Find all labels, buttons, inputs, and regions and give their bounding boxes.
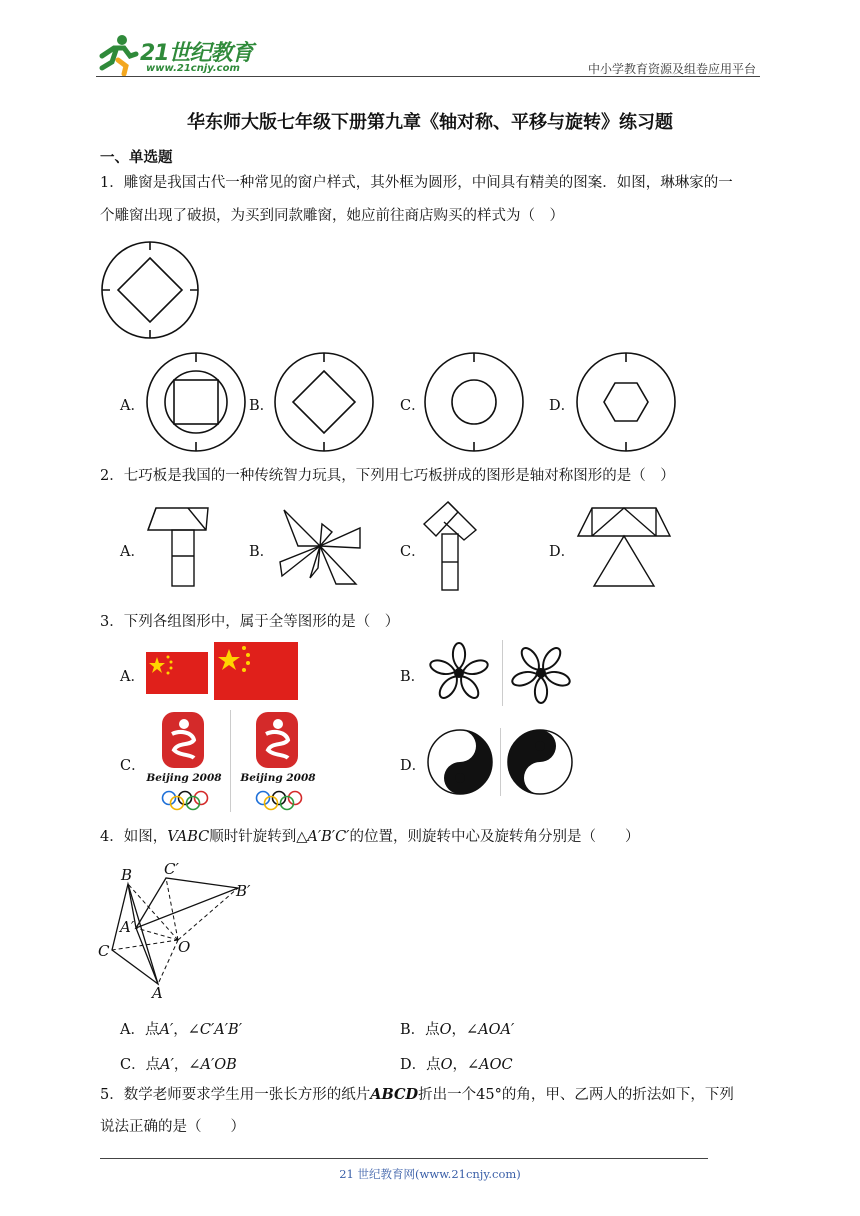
q3-option-b-divider	[502, 640, 503, 706]
q1-option-a-label[interactable]: A．	[120, 398, 145, 414]
q4-label-c: C	[98, 942, 110, 960]
q4-option-c[interactable]: C．点A′，∠A′OB	[120, 1057, 237, 1073]
beijing-2008-text: Beijing 2008	[146, 772, 222, 784]
header-right-text: 中小学教育资源及组卷应用平台	[587, 62, 756, 76]
footer-text[interactable]: 21 世纪教育网(www.21cnjy.com)	[339, 1167, 521, 1181]
q3-text: 3．下列各组图形中，属于全等图形的是（ ）	[100, 614, 400, 630]
q1-option-a-figure[interactable]	[146, 352, 246, 452]
q3-option-b-flower-1[interactable]	[424, 640, 494, 706]
q4-label-o: O	[178, 938, 191, 956]
q4-mid: 顺时针旋转到	[209, 829, 297, 845]
q4-option-a[interactable]: A．点A′，∠C′A′B′	[120, 1022, 242, 1038]
q3-option-c-divider	[230, 710, 231, 812]
q2-option-b-figure[interactable]	[276, 506, 364, 588]
q3-option-d-yinyang-2[interactable]	[506, 728, 574, 796]
q1-line1: 1．雕窗是我国古代一种常见的窗户样式，其外框为圆形，中间具有精美的图案．如图，琳琳家的一	[100, 175, 733, 191]
q2-option-c-label[interactable]: C．	[400, 544, 426, 560]
q1-option-d-figure[interactable]	[576, 352, 676, 452]
q3-option-b-label[interactable]: B．	[400, 669, 426, 685]
q2-option-a-figure[interactable]	[146, 506, 216, 588]
olympic-rings-icon	[254, 790, 304, 810]
q4-label-b: B	[121, 866, 133, 884]
q5-line1: 5．数学老师要求学生用一张长方形的纸片ABCD折出一个45°的角，甲、乙两人的折法如下，下列	[100, 1086, 734, 1103]
q1-option-b-label[interactable]: B．	[249, 398, 275, 414]
q3-option-c-emblem-1[interactable]	[146, 710, 222, 812]
q4-suffix: 的位置，则旋转中心及旋转角分别是（ ）	[349, 829, 640, 845]
q2-option-b-label[interactable]: B．	[249, 544, 275, 560]
q3-option-a-large-flag[interactable]	[214, 642, 298, 700]
q1-option-c-figure[interactable]	[424, 352, 524, 452]
q4-option-d[interactable]: D．点O，∠AOC	[400, 1057, 513, 1073]
q2-option-d-figure[interactable]	[576, 504, 672, 588]
q4-label-a1: A′	[120, 918, 135, 936]
header-rule	[96, 76, 760, 77]
q2-option-d-label[interactable]: D．	[549, 544, 576, 560]
q4-label-c1: C′	[164, 860, 179, 878]
q4-label-b1: B′	[236, 882, 251, 900]
q1-option-c-label[interactable]: C．	[400, 398, 426, 414]
logo-text: 21世纪教育	[140, 41, 253, 66]
q3-option-c-label[interactable]: C．	[120, 758, 146, 774]
olympic-rings-icon	[160, 790, 210, 810]
q2-option-c-figure[interactable]	[422, 500, 478, 592]
logo-url: www.21cnjy.com	[146, 63, 240, 74]
q4-tri-abc: VABC	[167, 829, 210, 845]
section-heading: 一、单选题	[100, 150, 173, 166]
footer-rule	[100, 1158, 708, 1159]
page-title: 华东师大版七年级下册第九章《轴对称、平移与旋转》练习题	[187, 112, 673, 133]
q4-rotation-figure	[96, 858, 266, 1002]
q1-line2: 个雕窗出现了破损，为买到同款雕窗，她应前往商店购买的样式为（ ）	[100, 208, 564, 224]
q3-option-d-divider	[500, 728, 501, 796]
logo-runner-icon	[96, 34, 140, 74]
q3-option-c-emblem-2[interactable]	[240, 710, 316, 812]
beijing-2008-emblem-icon	[160, 710, 206, 770]
q5-line2: 说法正确的是（ ）	[100, 1119, 245, 1135]
q1-broken-window-figure	[98, 238, 202, 342]
q1-option-d-label[interactable]: D．	[549, 398, 576, 414]
q3-option-d-yinyang-1[interactable]	[426, 728, 494, 796]
q4-label-a: A	[152, 984, 163, 1002]
q4-option-b[interactable]: B．点O，∠AOA′	[400, 1022, 515, 1038]
q4-prefix: 4．如图，	[100, 829, 168, 845]
q3-option-a-label[interactable]: A．	[120, 669, 145, 685]
q4-tri-a1b1c1: △A′B′C′	[296, 829, 350, 845]
q3-option-d-label[interactable]: D．	[400, 758, 427, 774]
q3-option-a-small-flag[interactable]	[146, 652, 208, 694]
beijing-2008-text: Beijing 2008	[240, 772, 316, 784]
q4-text	[100, 822, 639, 852]
q3-option-b-flower-2[interactable]	[506, 640, 576, 706]
q2-text: 2．七巧板是我国的一种传统智力玩具，下列用七巧板拼成的图形是轴对称图形的是（ ）	[100, 468, 675, 484]
q2-option-a-label[interactable]: A．	[120, 544, 145, 560]
q1-option-b-figure[interactable]	[274, 352, 374, 452]
beijing-2008-emblem-icon	[254, 710, 300, 770]
